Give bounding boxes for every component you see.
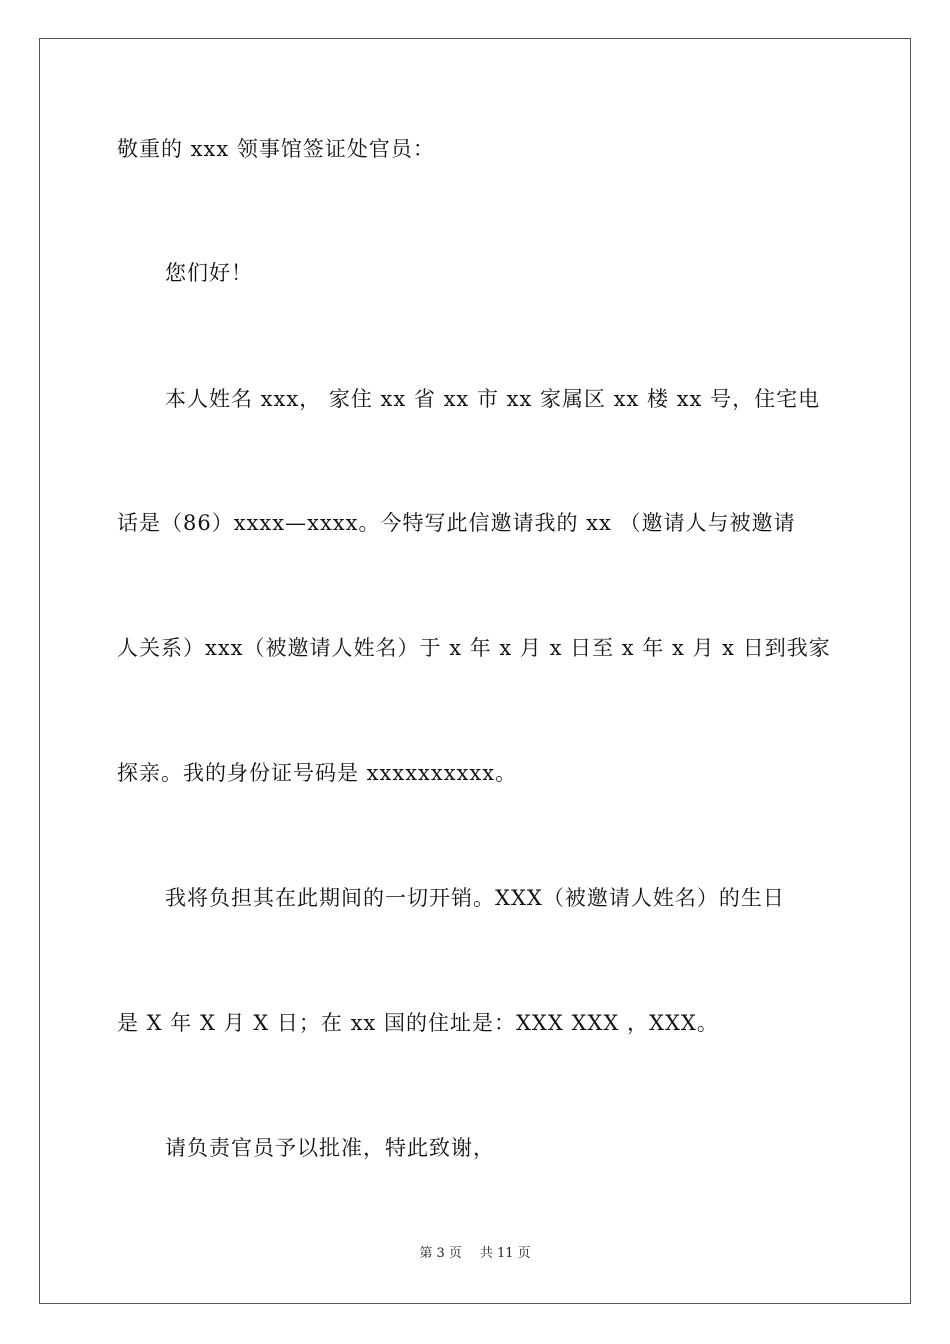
paragraph-1-line-3: 人关系）xxx（被邀请人姓名）于 x 年 x 月 x 日至 x 年 x 月 x 日到我家 — [117, 636, 831, 660]
page-footer — [0, 1246, 950, 1262]
paragraph-1-line-1: 本人姓名 xxx， 家住 xx 省 xx 市 xx 家属区 xx 楼 xx 号，住宅电 — [165, 387, 821, 411]
letter-greeting: 您们好！ — [165, 261, 253, 285]
paragraph-2-line-1: 我将负担其在此期间的一切开销。XXX（被邀请人姓名）的生日 — [165, 886, 785, 910]
paragraph-1-line-2: 话是（86）xxxx—xxxx。今特写此信邀请我的 xx （邀请人与被邀请 — [117, 511, 796, 535]
paragraph-1-line-4: 探亲。我的身份证号码是 xxxxxxxxxx。 — [117, 761, 518, 785]
paragraph-2-line-2: 是 X 年 X 月 X 日；在 xx 国的住址是：XXX XXX ，XXX。 — [117, 1011, 719, 1035]
page-number-current: 第 3 页 — [419, 1246, 462, 1261]
page-number-total: 共 11 页 — [479, 1246, 531, 1261]
letter-salutation: 敬重的 xxx 领事馆签证处官员： — [117, 137, 435, 161]
page-border — [39, 38, 911, 1304]
paragraph-3-line-1: 请负责官员予以批准，特此致谢， — [165, 1136, 495, 1160]
